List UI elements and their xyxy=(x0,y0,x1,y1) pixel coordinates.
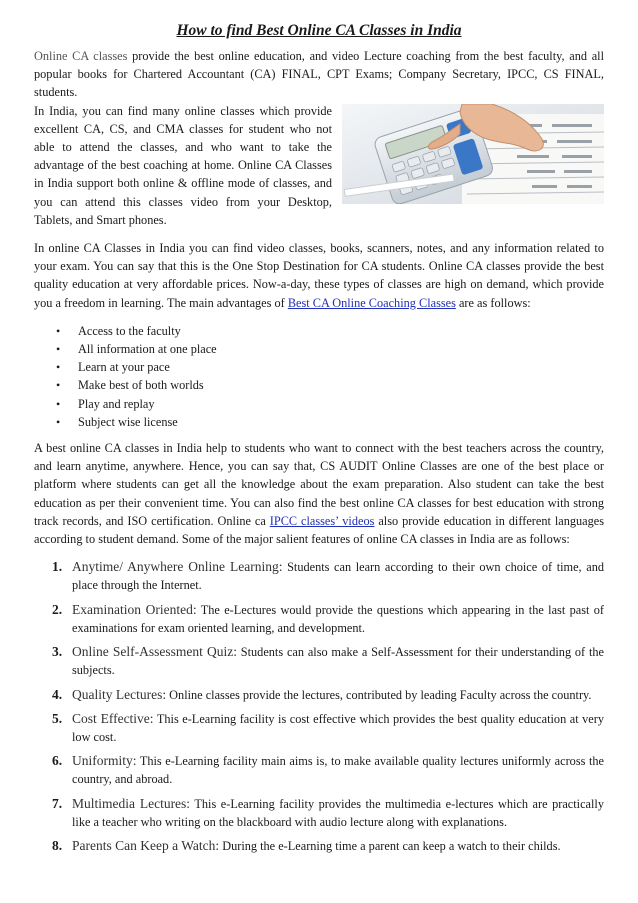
feature-item: 8. Parents Can Keep a Watch: During the e-Learning time a parent can keep a watch to their childs. xyxy=(52,837,561,853)
feature-item: 1. Anytime/ Anywhere Online Learning: Students can learn according to their own choice of time, and place through the Internet. xyxy=(52,559,604,593)
feature-item: 3. Online Self-Assessment Quiz: Students can also make a Self-Assessment for their understanding of the subjects. xyxy=(52,644,604,678)
list-item: • Play and replay xyxy=(78,395,604,413)
intro-continued: In India, you can find many online classes which provide excellent CA, CS, and CMA classes for student who not able to attend the classes, and who want to take the advantage of the best coaching at home. Online CA Classes in India support both online & offline mode of classes, and you can attend this classes video from your Desktop, Tablets, and Smart phones. xyxy=(34,103,332,227)
features-intro-paragraph xyxy=(34,439,604,548)
best-ca-coaching-link[interactable]: Best CA Online Coaching Classes xyxy=(287,295,456,310)
features-list xyxy=(34,558,604,855)
advantages-text-end: are as follows: xyxy=(455,295,531,310)
intro-paragraph: Online CA classes provide the best online education, and video Lecture coaching from the best faculty, and all popular books for Chartered Accountant (CA) FINAL, CPT Exams; Company Secretary, IPCC, CS FINAL, students. xyxy=(34,49,604,100)
feature-item: 6. Uniformity: This e-Learning facility main aims is, to make available quality lectures uniformly across the country, and abroad. xyxy=(52,753,604,787)
features-intro-text-end: also provide education in different languages according to student demand. Some of the major salient features of online CA classes in India are as follows: xyxy=(34,513,604,547)
feature-item: 2. Examination Oriented: The e-Lectures would provide the questions which appearing in the last past of examinations for exam oriented learning, and development. xyxy=(52,601,604,635)
feature-item: 4. Quality Lectures: Online classes provide the lectures, contributed by leading Faculty across the country. xyxy=(52,686,592,702)
bullet-icon: • xyxy=(56,396,61,411)
bullet-icon: • xyxy=(56,360,61,375)
bullet-icon: • xyxy=(56,378,61,393)
feature-item: 7. Multimedia Lectures: This e-Learning facility provides the multimedia e-lectures which are practically like a teacher who writing on the blackboard with audio lecture along with explanations. xyxy=(52,795,605,829)
document-page xyxy=(34,22,604,861)
list-item: • All information at one place xyxy=(78,340,604,358)
ipcc-videos-link[interactable]: IPCC classes’ videos xyxy=(269,513,375,528)
intro-lead: Online CA classes xyxy=(34,49,128,63)
page-title: How to find Best Online CA Classes in India xyxy=(176,22,462,39)
intro-section xyxy=(34,47,604,229)
advantages-list xyxy=(34,322,604,431)
calculator-photo xyxy=(342,104,604,204)
bullet-icon: • xyxy=(56,342,61,357)
list-item: • Make best of both worlds xyxy=(78,376,604,394)
bullet-icon: • xyxy=(56,323,61,338)
feature-item: 5. Cost Effective: This e-Learning facility is cost effective which provides the best quality education at very low cost. xyxy=(52,710,604,744)
features-intro-text: A best online CA classes in India help to students who want to connect with the best teachers across the country, and learn anytime, anywhere. Hence, you can say that, CS AUDIT Online Classes are one of the best place or platform where students can get all the knowledge about the exam preparation. Also student can take the best education as per their convenient time. You can also find the best online CA classes for best education with strong track records, and ISO certification. Online ca xyxy=(34,441,604,528)
list-item: • Learn at your pace xyxy=(78,358,604,376)
list-item: • Access to the faculty xyxy=(78,322,604,340)
advantages-text: In online CA Classes in India you can find video classes, books, scanners, notes, and any information related to your exam. You can say that this is the One Stop Destination for CA students. Online CA classes provide the best quality education at very affordable prices. Now-a-day, these types of classes are high on demand, which provide you a freedom in learning. The main advantages of xyxy=(34,241,604,310)
list-item: • Subject wise license xyxy=(78,413,604,431)
bullet-icon: • xyxy=(56,414,61,429)
advantages-paragraph xyxy=(34,239,604,312)
